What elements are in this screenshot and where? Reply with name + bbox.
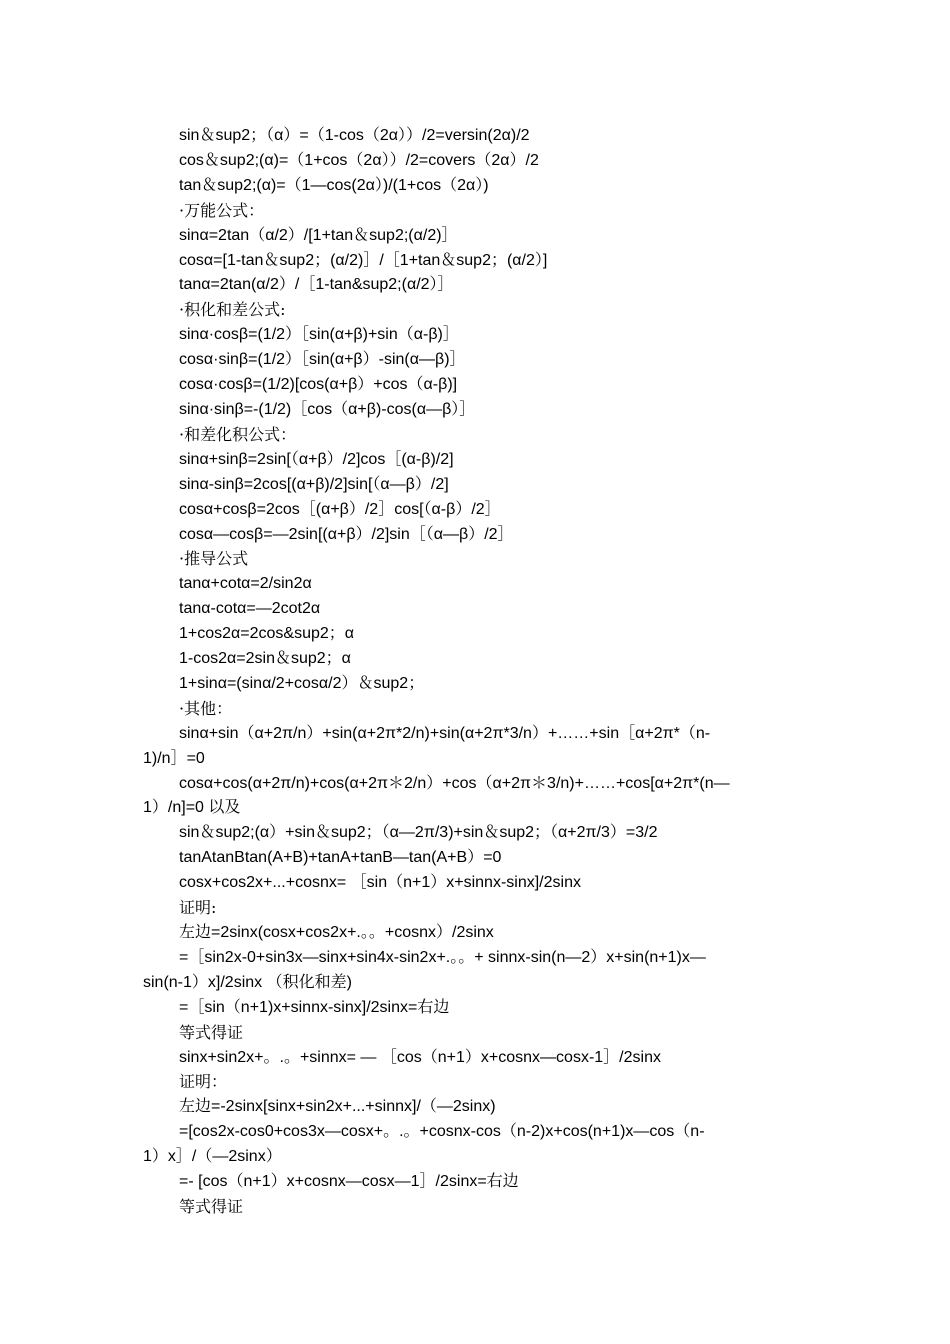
- formula-line: cosα·sinβ=(1/2）［sin(α+β）-sin(α—β)］: [179, 351, 466, 369]
- section-heading: ·和差化积公式：: [179, 424, 297, 444]
- formula-line: sin＆sup2；（α）=（1-cos（2α））/2=versin(2α)/2: [179, 127, 530, 144]
- formula-line-continued: 1)/n］=0: [143, 749, 205, 767]
- formula-line: 1-cos2α=2sin＆sup2；α: [179, 650, 351, 668]
- proof-conclusion: 等式得证: [179, 1022, 244, 1042]
- formula-line: tanα=2tan(α/2）/［1-tan&sup2;(α/2）］: [179, 276, 454, 294]
- formula-line: cosα·cosβ=(1/2)[cos(α+β）+cos（α-β)]: [179, 376, 458, 394]
- proof-line: =［sin2x-0+sin3x—sinx+sin4x-sin2x+.。。+ sinnx-sin(n—2）x+sin(n+1)x—: [179, 948, 706, 966]
- formula-line: sinα·cosβ=(1/2）［sin(α+β)+sin（α-β)］: [179, 326, 459, 344]
- proof-label: 证明：: [179, 1072, 228, 1092]
- document-page: [0, 124, 950, 1220]
- section-heading: ·推导公式: [179, 549, 249, 569]
- formula-line: tanAtanBtan(A+B)+tanA+tanB—tan(A+B）=0: [179, 849, 502, 867]
- formula-line: cosα+cosβ=2cos［(α+β）/2］cos[（α-β）/2］: [179, 500, 501, 518]
- proof-conclusion: 等式得证: [179, 1196, 244, 1216]
- formula-line: tanα+cotα=2/sin2α: [179, 575, 312, 593]
- formula-line: cosα=[1-tan＆sup2；(α/2)］/［1+tan＆sup2；(α/2）]: [179, 251, 548, 269]
- proof-line: =［sin（n+1)x+sinnx-sinx]/2sinx=右边: [179, 998, 450, 1016]
- formula-line: sinα·sinβ=-(1/2)［cos（α+β)-cos(α—β）］: [179, 400, 476, 418]
- formula-line: cosα+cos(α+2π/n)+cos(α+2π＊2/n）+cos（α+2π＊3/n)+……+cos[α+2π*(n—: [179, 774, 730, 792]
- section-heading: ·其他：: [179, 698, 233, 718]
- formula-line: 1+sinα=(sinα/2+cosα/2）＆sup2；: [179, 674, 425, 692]
- formula-line: sinα-sinβ=2cos[(α+β)/2]sin[（α—β）/2]: [179, 475, 449, 493]
- formula-line: sinx+sin2x+。.。+sinnx= — ［cos（n+1）x+cosnx—cosx-1］/2sinx: [179, 1048, 661, 1066]
- formula-line-continued: 1）/n]=0 以及: [143, 799, 241, 817]
- proof-line: =[cos2x-cos0+cos3x—cosx+。.。+cosnx-cos（n-2)x+cos(n+1)x—cos（n-: [179, 1123, 705, 1141]
- proof-line: 左边=2sinx(cosx+cos2x+.。。+cosnx）/2sinx: [179, 924, 494, 941]
- formula-line: sin＆sup2;(α）+sin＆sup2；（α—2π/3)+sin＆sup2；（α+2π/3）=3/2: [179, 824, 658, 842]
- formula-line: cosα—cosβ=—2sin[(α+β）/2]sin［（α—β）/2］: [179, 525, 514, 543]
- formula-line: cos＆sup2;(α)=（1+cos（2α））/2=covers（2α）/2: [179, 151, 539, 169]
- proof-line-continued: 1）x］/（—2sinx）: [143, 1148, 282, 1166]
- formula-line: cosx+cos2x+...+cosnx= ［sin（n+1）x+sinnx-sinx]/2sinx: [179, 874, 581, 892]
- formula-line: 1+cos2α=2cos&sup2；α: [179, 625, 355, 643]
- section-heading: ·积化和差公式:: [179, 300, 286, 320]
- proof-line: 左边=-2sinx[sinx+sin2x+...+sinnx]/（—2sinx): [179, 1098, 496, 1116]
- section-heading: ·万能公式：: [179, 200, 265, 220]
- proof-line: =- [cos（n+1）x+cosnx—cosx—1］/2sinx=右边: [179, 1173, 519, 1191]
- formula-line: tanα-cotα=—2cot2α: [179, 600, 321, 618]
- proof-label: 证明:: [179, 898, 217, 918]
- formula-line: sinα=2tan（α/2）/[1+tan＆sup2;(α/2)］: [179, 226, 458, 244]
- formula-line: sinα+sin（α+2π/n）+sin(α+2π*2/n)+sin(α+2π*3/n）+……+sin［α+2π*（n-: [179, 724, 711, 742]
- proof-line-continued: sin(n-1）x]/2sinx （积化和差): [143, 973, 352, 991]
- formula-line: tan＆sup2;(α)=（1—cos(2α）)/(1+cos（2α）): [179, 176, 489, 194]
- formula-line: sinα+sinβ=2sin[（α+β）/2]cos［(α-β)/2]: [179, 450, 454, 468]
